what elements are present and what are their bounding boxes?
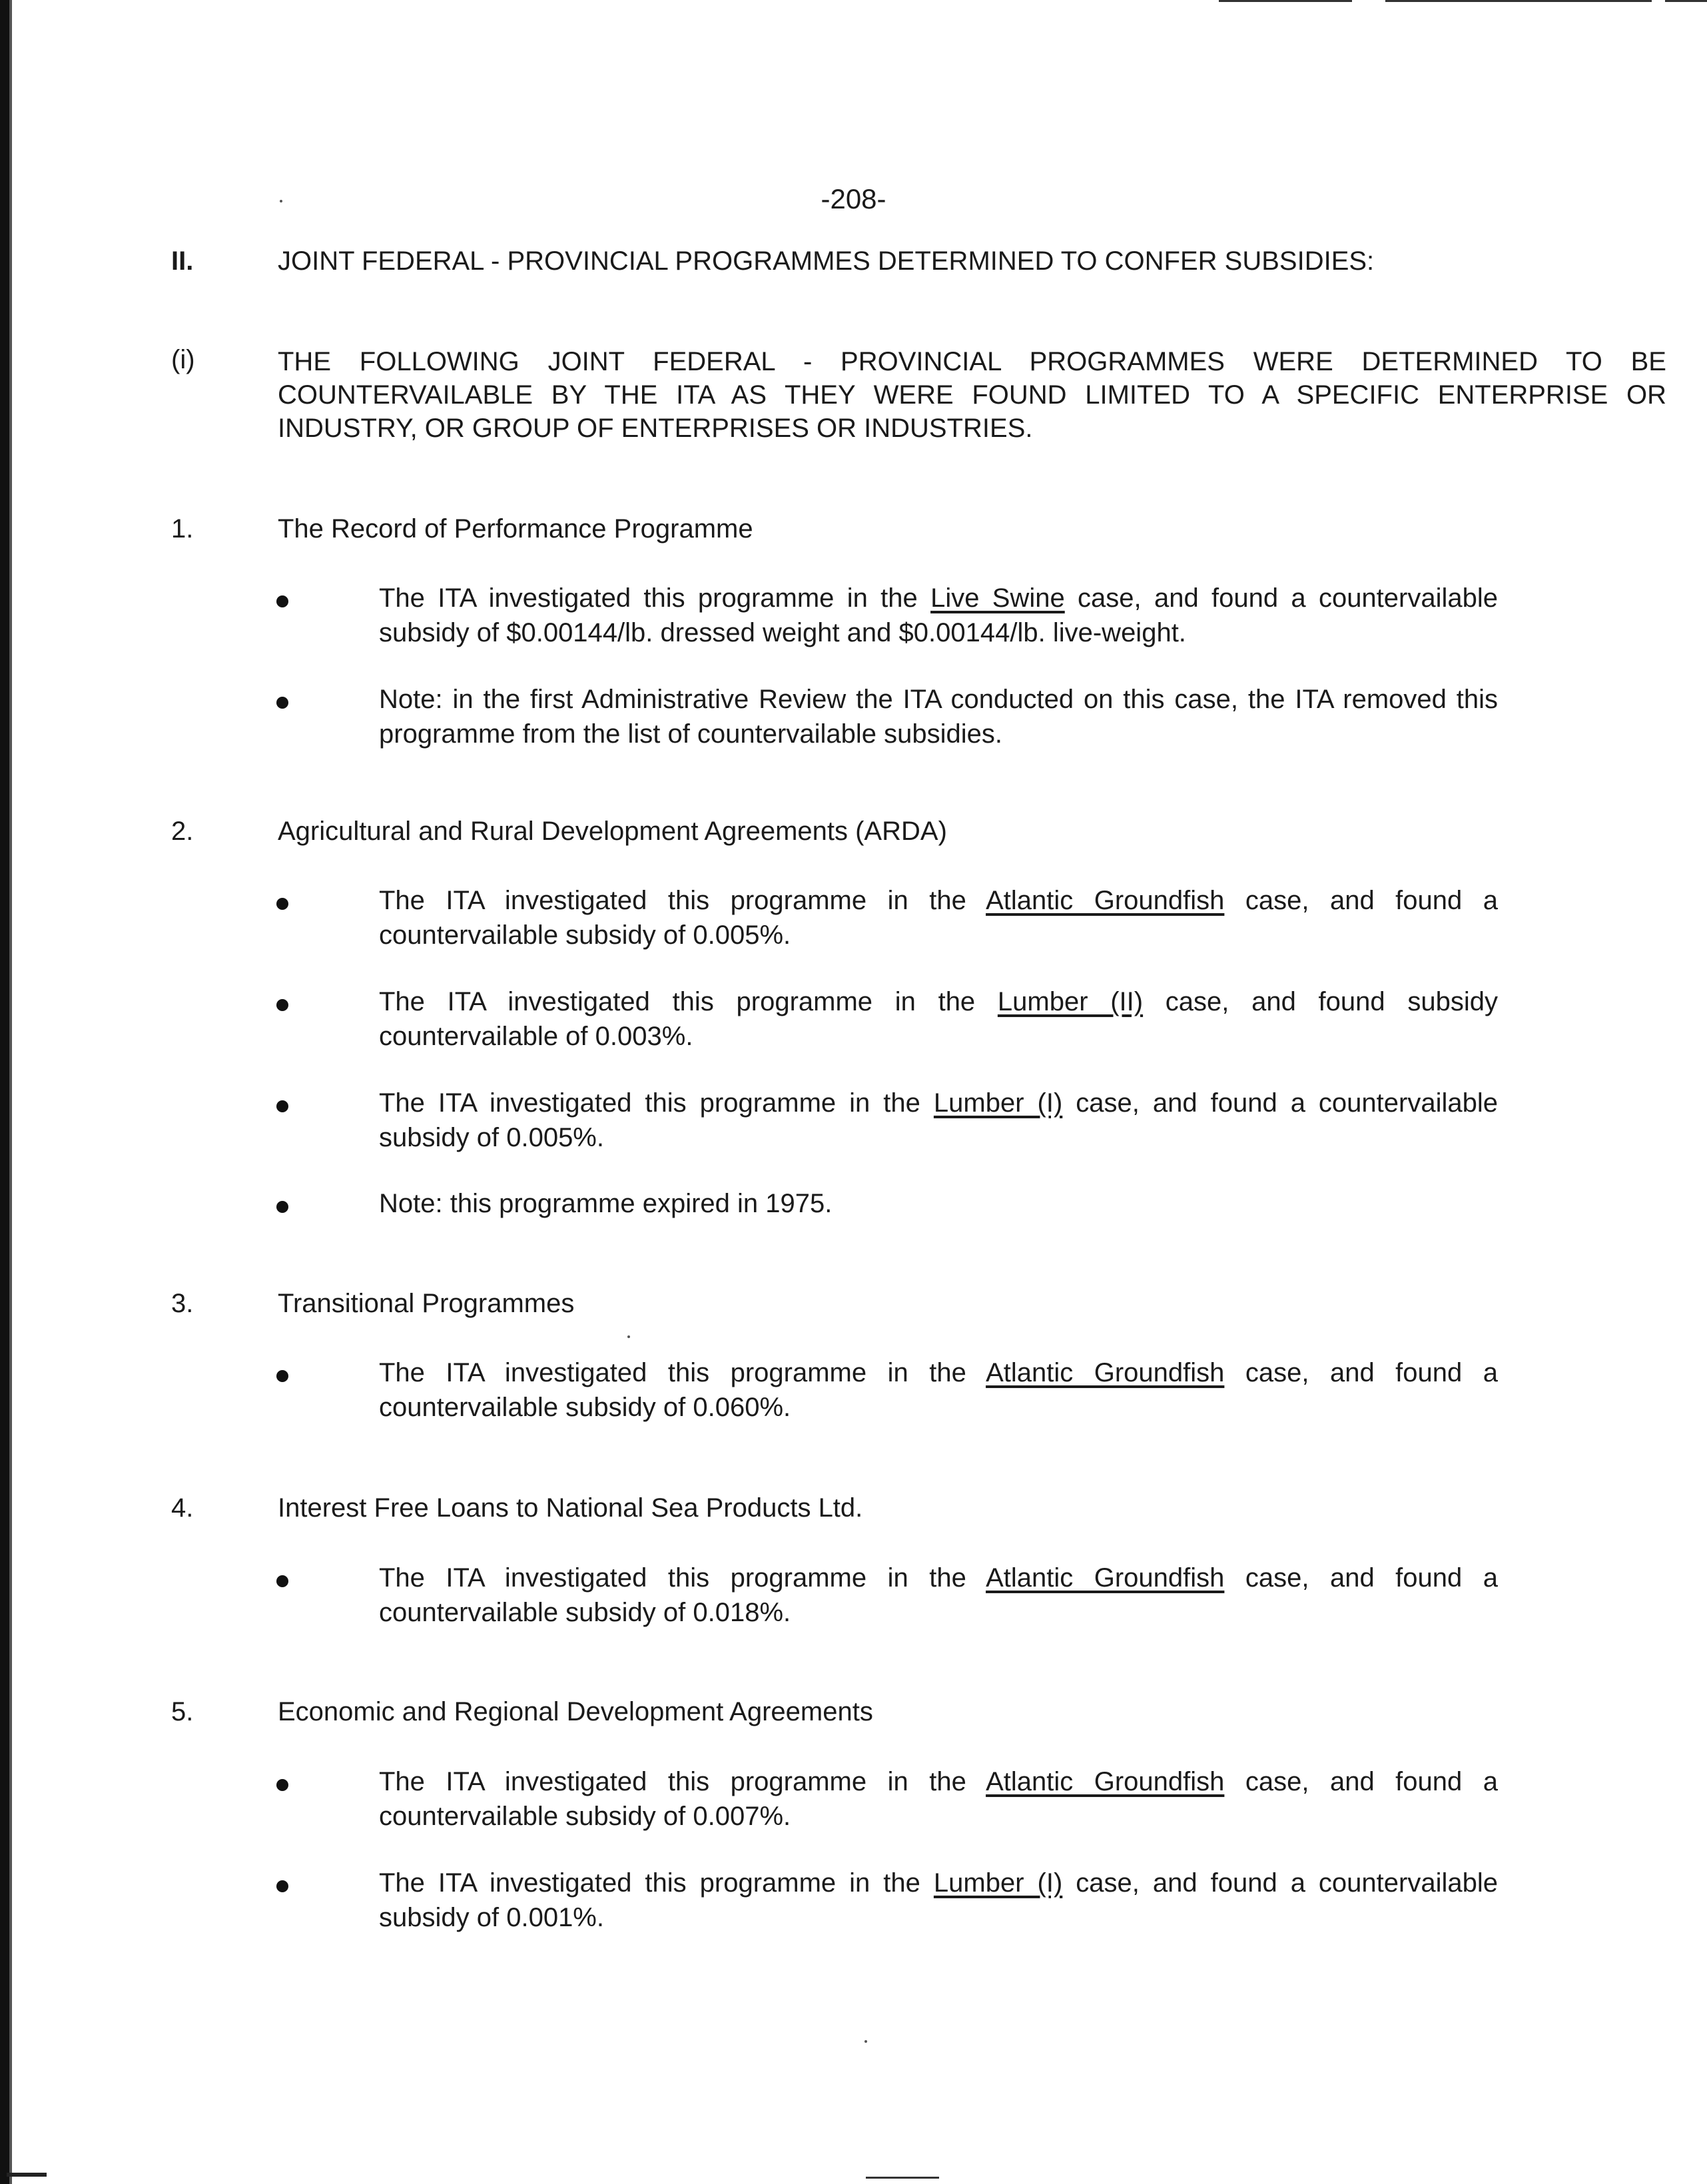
section-number: II. bbox=[171, 246, 194, 276]
case-name: Atlantic Groundfish bbox=[986, 1563, 1225, 1593]
case-name: Atlantic Groundfish bbox=[986, 1358, 1225, 1387]
bullet-icon bbox=[276, 1880, 288, 1892]
section-title: JOINT FEDERAL - PROVINCIAL PROGRAMMES DETERMINED TO CONFER SUBSIDIES: bbox=[278, 246, 1375, 276]
item-number: 3. bbox=[171, 1289, 194, 1318]
item-title: The Record of Performance Programme bbox=[278, 514, 753, 544]
bullet-item bbox=[276, 1086, 1502, 1159]
bullet-icon bbox=[276, 595, 288, 607]
case-name: Lumber (I) bbox=[933, 1088, 1063, 1118]
bullet-icon bbox=[276, 898, 288, 910]
scan-artifact-top-rule bbox=[1665, 0, 1707, 2]
scan-speck bbox=[627, 1335, 630, 1338]
programme-item bbox=[171, 1289, 1636, 1326]
case-name: Lumber (I) bbox=[933, 1868, 1063, 1898]
bullet-item bbox=[276, 1866, 1502, 1939]
bullet-item bbox=[276, 1561, 1502, 1634]
scan-artifact-top-rule bbox=[1385, 0, 1652, 2]
section-heading bbox=[171, 246, 1636, 286]
bullet-item bbox=[276, 1355, 1502, 1429]
case-name: Atlantic Groundfish bbox=[986, 1767, 1225, 1796]
bullet-icon bbox=[276, 999, 288, 1011]
page-number: -208- bbox=[821, 183, 886, 214]
bullet-item bbox=[276, 984, 1502, 1058]
item-title: Transitional Programmes bbox=[278, 1289, 575, 1318]
bullet-text: The ITA investigated this programme in the Live Swine case, and found a countervailable subsidy of $0.00144/lb. dressed weight and $0.00144/lb. live-weight. bbox=[379, 583, 1499, 647]
bullet-icon bbox=[276, 1100, 288, 1112]
item-title: Interest Free Loans to National Sea Products Ltd. bbox=[278, 1493, 863, 1523]
item-title: Economic and Regional Development Agreements bbox=[278, 1697, 873, 1726]
programme-item bbox=[171, 817, 1636, 854]
scan-speck bbox=[864, 2040, 867, 2043]
bullet-icon bbox=[276, 1201, 288, 1213]
item-number: 1. bbox=[171, 514, 194, 544]
bullet-icon bbox=[276, 1370, 288, 1382]
bullet-icon bbox=[276, 1575, 288, 1587]
bullet-item bbox=[276, 682, 1502, 755]
programme-item bbox=[171, 514, 1636, 551]
bullet-text: The ITA investigated this programme in the Atlantic Groundfish case, and found a countervailable subsidy of 0.007%. bbox=[379, 1767, 1498, 1831]
intro-paragraph bbox=[171, 345, 1676, 452]
bullet-text: The ITA investigated this programme in the Atlantic Groundfish case, and found a countervailable subsidy of 0.005%. bbox=[379, 886, 1498, 950]
bullet-icon bbox=[276, 697, 288, 709]
bullet-text: The ITA investigated this programme in the Lumber (I) case, and found a countervailable subsidy of 0.001%. bbox=[379, 1868, 1498, 1932]
bullet-text: The ITA investigated this programme in the Lumber (II) case, and found subsidy countervailable of 0.003%. bbox=[379, 987, 1498, 1051]
item-number: 2. bbox=[171, 817, 194, 846]
bullet-item bbox=[276, 581, 1502, 654]
scan-artifact-top-rule bbox=[1219, 0, 1352, 2]
scan-edge-shadow-inner bbox=[9, 0, 12, 2184]
case-name: Atlantic Groundfish bbox=[986, 886, 1225, 915]
item-number: 5. bbox=[171, 1697, 194, 1726]
intro-text: THE FOLLOWING JOINT FEDERAL - PROVINCIAL PROGRAMMES WERE DETERMINED TO BE COUNTERVAILABLE BY THE ITA AS THEY WERE FOUND LIMITED TO A SPECIFIC ENTERPRISE OR INDUSTRY, OR GROUP OF ENTERPRISES OR INDUSTRIES. bbox=[278, 347, 1666, 443]
programme-item bbox=[171, 1697, 1636, 1734]
scan-artifact-bottom-rule bbox=[866, 2177, 939, 2179]
case-name: Live Swine bbox=[930, 583, 1065, 613]
item-title: Agricultural and Rural Development Agreements (ARDA) bbox=[278, 817, 947, 846]
item-number: 4. bbox=[171, 1493, 194, 1523]
bullet-text: Note: this programme expired in 1975. bbox=[379, 1189, 833, 1218]
scan-artifact-mark bbox=[7, 2173, 47, 2177]
intro-number: (i) bbox=[171, 345, 195, 374]
bullet-text: The ITA investigated this programme in the Atlantic Groundfish case, and found a countervailable subsidy of 0.018%. bbox=[379, 1563, 1498, 1627]
case-name: Lumber (II) bbox=[997, 987, 1144, 1016]
programme-item bbox=[171, 1493, 1636, 1531]
bullet-text: The ITA investigated this programme in the Atlantic Groundfish case, and found a countervailable subsidy of 0.060%. bbox=[379, 1358, 1498, 1422]
bullet-text: Note: in the first Administrative Review the ITA conducted on this case, the ITA removed this programme from the list of countervailable subsidies. bbox=[379, 685, 1498, 749]
bullet-item bbox=[276, 883, 1502, 956]
scan-edge-shadow bbox=[0, 0, 9, 2184]
bullet-item bbox=[276, 1764, 1502, 1838]
bullet-text: The ITA investigated this programme in the Lumber (I) case, and found a countervailable subsidy of 0.005%. bbox=[379, 1088, 1498, 1152]
bullet-item bbox=[276, 1186, 1502, 1226]
bullet-icon bbox=[276, 1779, 288, 1791]
